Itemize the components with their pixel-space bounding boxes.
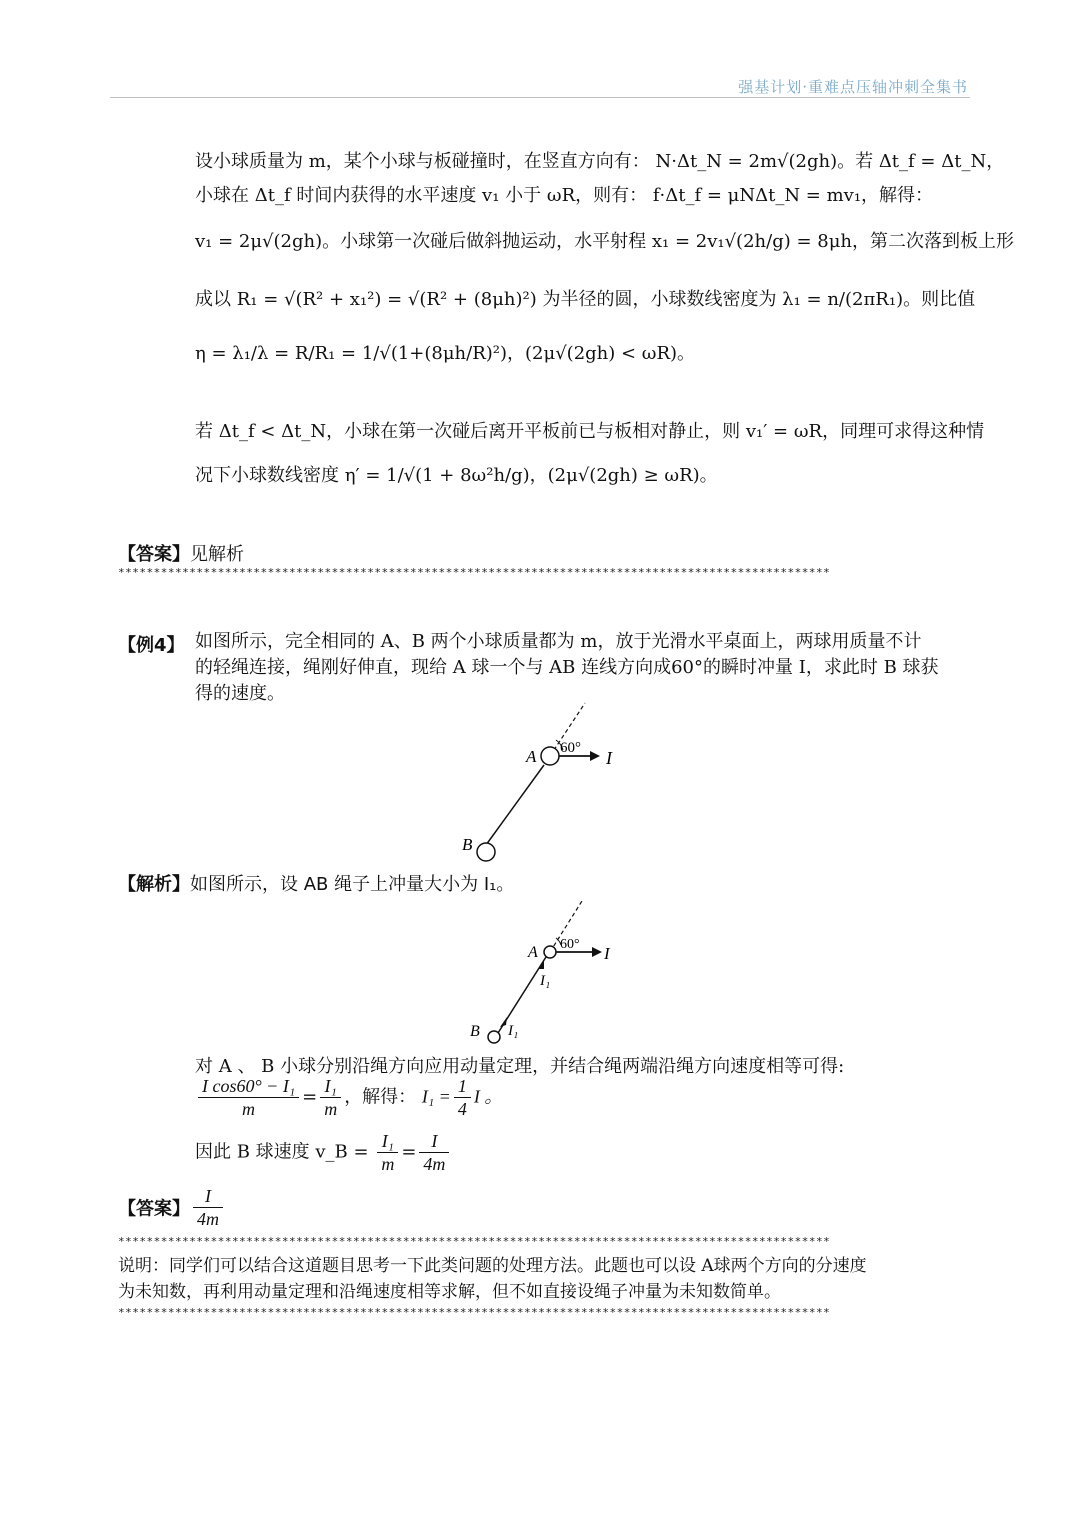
- solution-line-5: η = λ₁/λ = R/R₁ = 1/√(1+(8μh/R)²)，(2μ√(2gh) < ωR)。: [195, 343, 696, 364]
- example-4-line-3: 得的速度。: [195, 683, 285, 704]
- figure-2-diagram: [440, 895, 640, 1045]
- tension-arrow-b: [500, 1017, 507, 1027]
- note-line-2: 为未知数，再利用动量定理和沿绳速度相等求解，但不如直接设绳子冲量为未知数简单。: [118, 1282, 781, 1302]
- separator-stars-2: ****************************************************************************************************: [118, 1235, 831, 1248]
- header-divider: [110, 97, 970, 98]
- label-angle: 60°: [560, 740, 581, 756]
- separator-stars-3: ****************************************************************************************************: [118, 1306, 831, 1319]
- solution-line-2: 小球在 Δt_f 时间内获得的水平速度 v₁ 小于 ωR，则有： f·Δt_f = μNΔt_N = mv₁，解得：: [195, 185, 934, 206]
- note-line-1: 说明：同学们可以结合这道题目思考一下此类问题的处理方法。此题也可以设 A球两个方向的分速度: [118, 1256, 867, 1276]
- ball-b: [477, 843, 495, 861]
- impulse-arrowhead: [590, 751, 600, 761]
- answer-label: 【答案】 $\frac{I}{4m}$: [118, 1185, 226, 1230]
- separator-stars-1: ****************************************************************************************************: [118, 566, 831, 579]
- solution-line-7: 况下小球数线密度 η′ = 1/√(1 + 8ω²h/g)，(2μ√(2gh) ≥ ωR)。: [195, 465, 718, 486]
- label-i1-b: I₁: [508, 1023, 519, 1039]
- analysis-text: 如图所示，设 AB 绳子上冲量大小为 I₁。: [190, 874, 515, 895]
- svg-text:A: A: [528, 944, 538, 961]
- answer-num: I: [193, 1185, 223, 1208]
- example-4-line-1: 如图所示，完全相同的 A、B 两个小球质量都为 m，放于光滑水平桌面上，两球用质量不计: [195, 631, 922, 652]
- rope-line: [486, 765, 544, 845]
- solution-line-1: 设小球质量为 m，某个小球与板碰撞时，在竖直方向有： N·Δt_N = 2m√(2gh)。若 Δt_f = Δt_N，: [195, 151, 1005, 172]
- label-i: I: [606, 748, 612, 768]
- analysis-label: 【解析】如图所示，设 AB 绳子上冲量大小为 I₁。: [118, 874, 515, 895]
- label-a: A: [526, 747, 537, 766]
- solution-line-3: v₁ = 2μ√(2gh)。小球第一次碰后做斜抛运动，水平射程 x₁ = 2v₁√(2h/g) = 8μh，第二次落到板上形: [195, 231, 1015, 252]
- example-4-line-2: 的轻绳连接，绳刚好伸直，现给 A 球一个与 AB 连线方向成60°的瞬时冲量 I，求此时 B 球获: [195, 657, 939, 678]
- equation-vb: 因此 B 球速度 v_B = $\frac{\text{I₁}}{m}$ = $\frac{I}{4m}$: [195, 1130, 965, 1175]
- example-4-label: 【例4】: [118, 635, 185, 656]
- svg-text:B: B: [470, 1023, 480, 1040]
- page-header-title: 强基计划·重难点压轴冲刺全集书: [738, 78, 968, 96]
- label-i1-a: I₁: [540, 973, 551, 989]
- solution-line-6: 若 Δt_f < Δt_N，小球在第一次碰后离开平板前已与板相对静止，则 v₁′ = ωR，同理可求得这种情: [195, 421, 985, 442]
- figure-1-diagram: [440, 700, 640, 870]
- label-b: B: [462, 835, 473, 854]
- svg-text:60°: 60°: [560, 937, 580, 952]
- ball-b-2: [488, 1031, 500, 1043]
- solution-line-4: 成以 R₁ = √(R² + x₁²) = √(R² + (8μh)²) 为半径的圆，小球数线密度为 λ₁ = n/(2πR₁)。则比值: [195, 289, 976, 310]
- answer-prev-label: 【答案】见解析: [118, 544, 244, 565]
- ball-a: [541, 747, 559, 765]
- answer-prev-text: 见解析: [190, 544, 244, 565]
- svg-text:I: I: [604, 944, 610, 963]
- analysis-body-line-1: 对 A 、 B 小球分别沿绳方向应用动量定理，并结合绳两端沿绳方向速度相等可得:: [195, 1056, 845, 1077]
- equation-1: $\frac{\text{I cos60° − I₁}}{m}$ = $\frac{\text{I₁}}{m}$ ，解得： I₁ = $\frac{1}{4}$ I 。: [195, 1075, 965, 1120]
- ball-a-2: [544, 946, 556, 958]
- answer-den: 4m: [197, 1209, 219, 1229]
